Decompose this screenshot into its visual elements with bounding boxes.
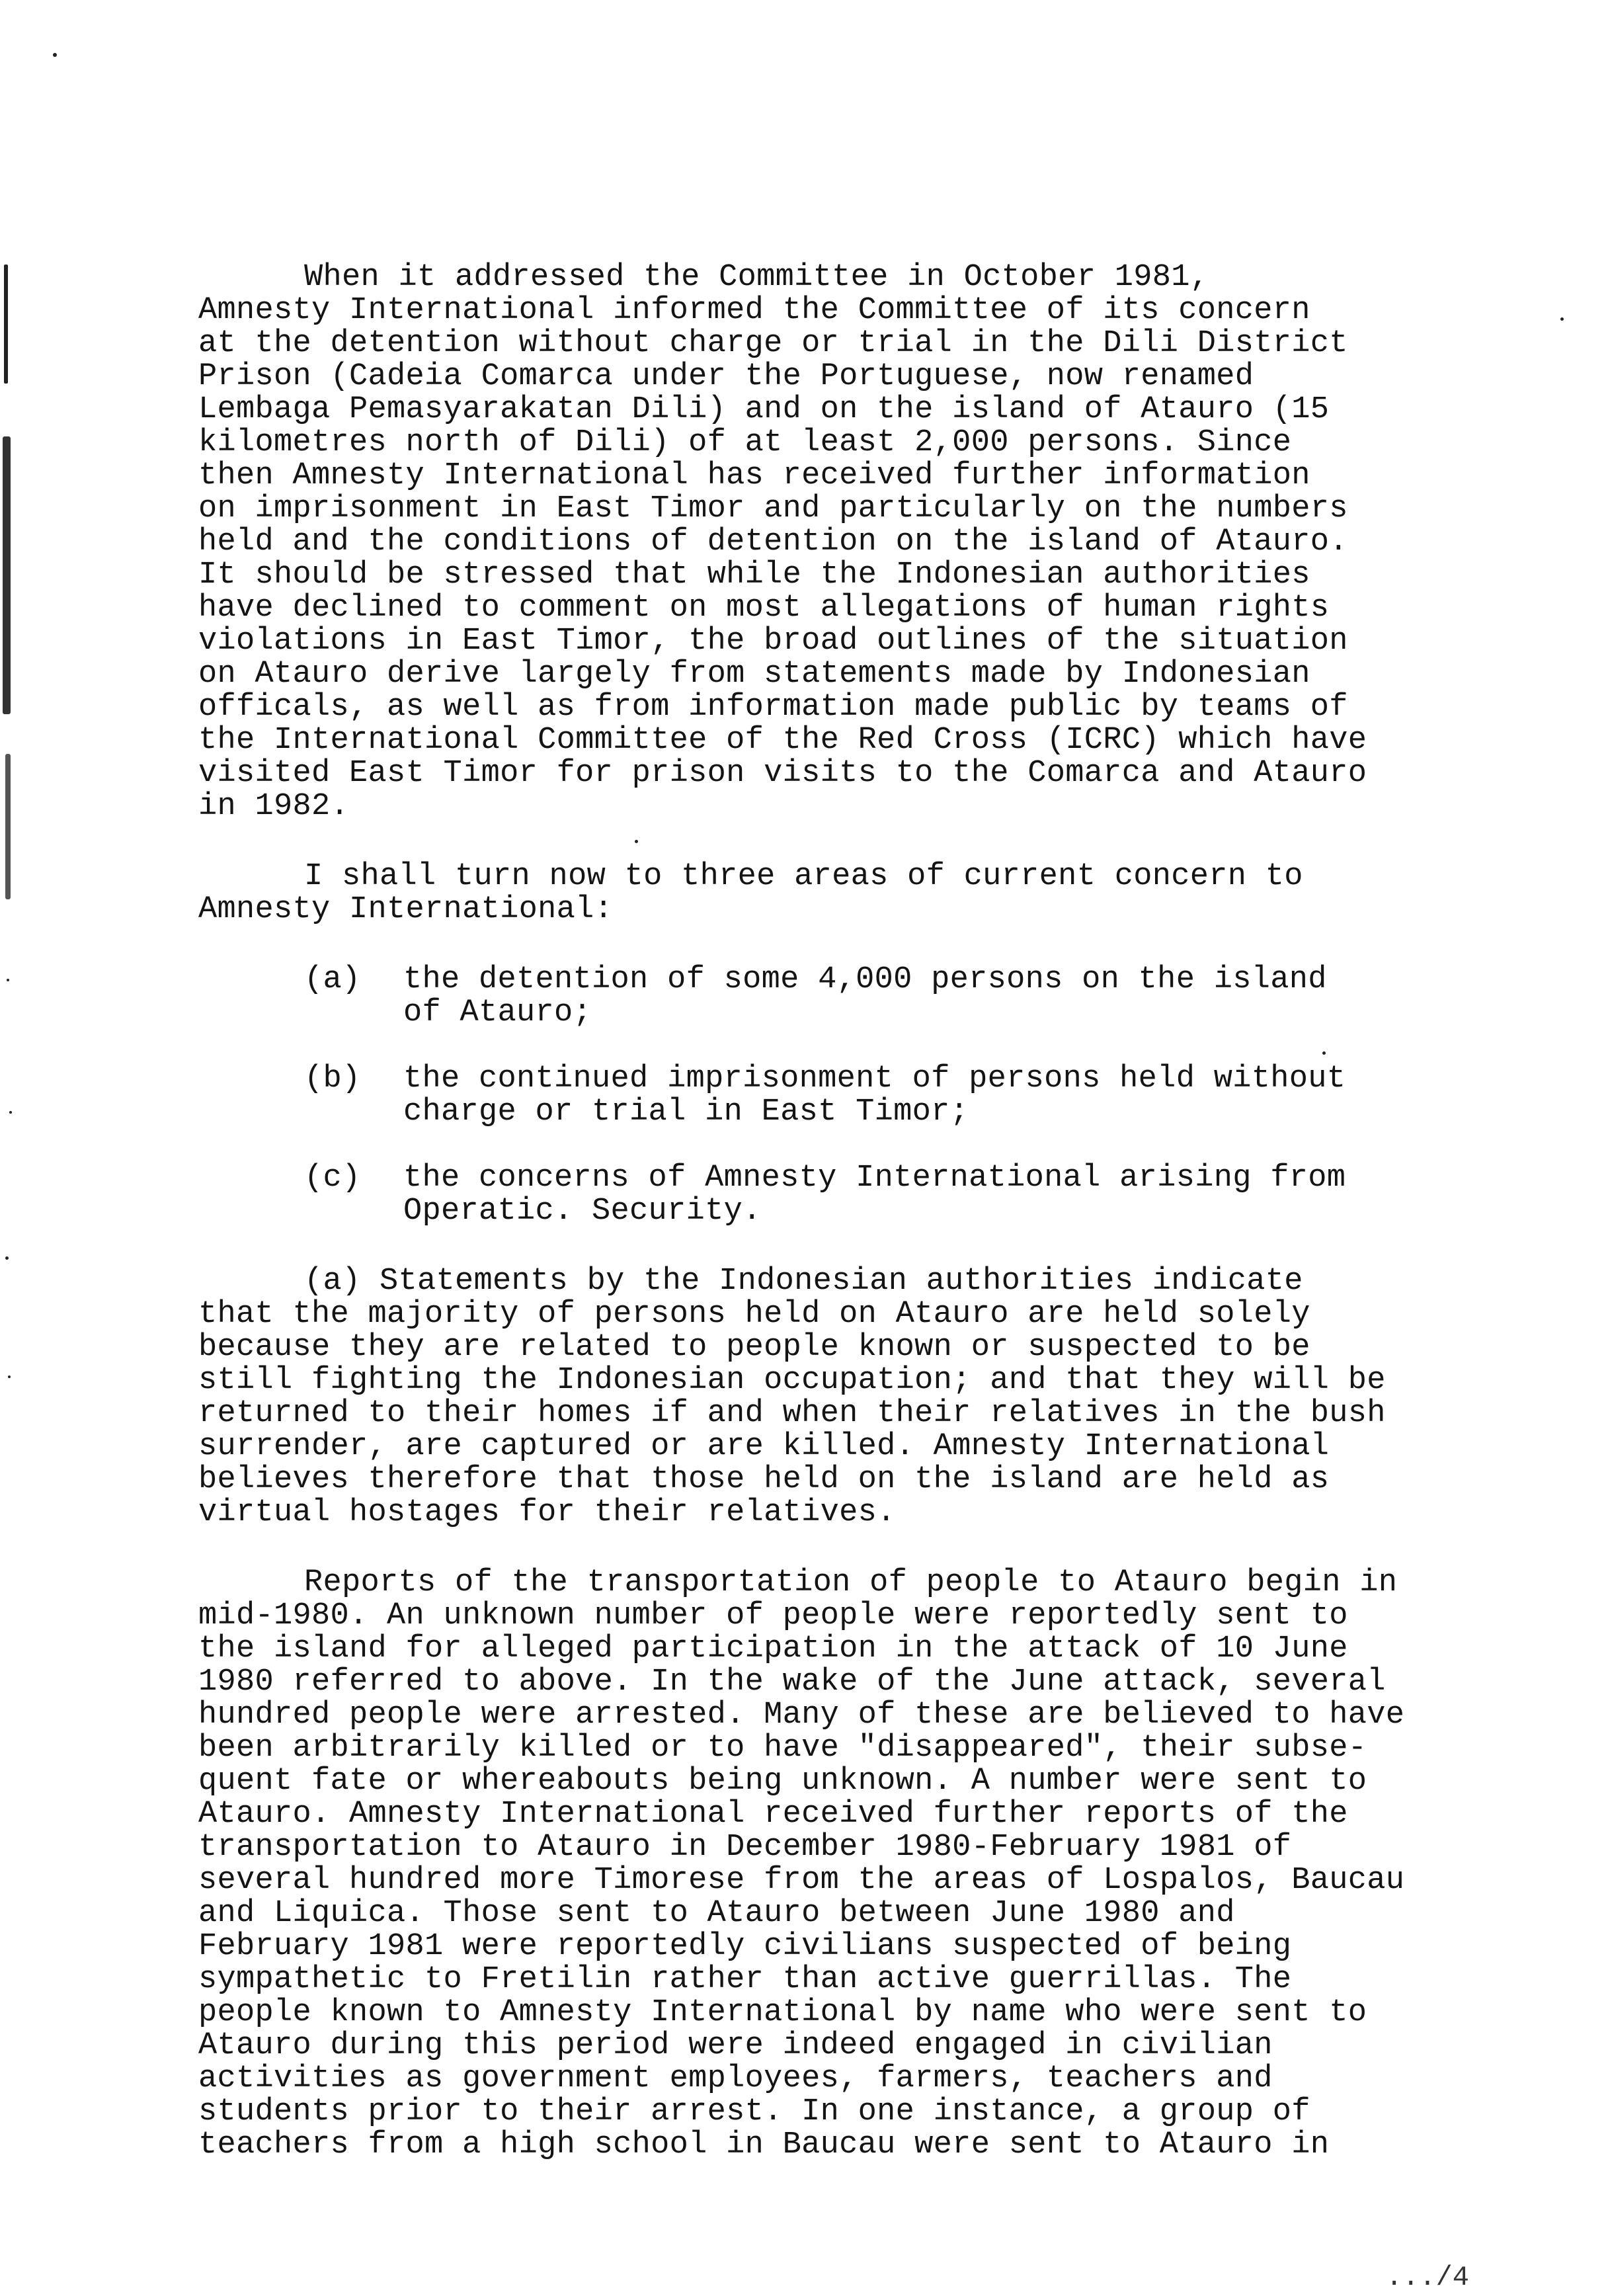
text-line: at the detention without charge or trial in the Dili District [198,326,1348,361]
text-line: Amnesty International: [198,892,614,927]
text-line: mid-1980. An unknown number of people were reportedly sent to [198,1598,1348,1633]
concern-list [198,964,1521,1228]
text-line: the International Committee of the Red Cross (ICRC) which have [198,723,1367,758]
text-line: and Liquica. Those sent to Atauro between June 1980 and [198,1896,1235,1931]
list-label: (b) [304,1061,361,1096]
text-line: people known to Amnesty International by name who were sent to [198,1995,1367,2030]
text-line: violations in East Timor, the broad outlines of the situation [198,624,1348,659]
text-line: the concerns of Amnesty International arising from [403,1161,1346,1196]
text-line: of Atauro; [403,995,592,1030]
text-line: because they are related to people known or suspected to be [198,1330,1310,1365]
text-line: I shall turn now to three areas of current concern to [304,859,1303,894]
scan-mark [7,979,9,981]
scan-mark [3,436,11,714]
text-line: Reports of the transportation of people to Atauro begin in [304,1565,1398,1600]
text-line: have declined to comment on most allegations of human rights [198,591,1330,626]
text-line: hundred people were arrested. Many of these are believed to have [198,1698,1405,1733]
text-line: returned to their homes if and when their relatives in the bush [198,1396,1386,1431]
text-line: believes therefore that those held on the island are held as [198,1462,1330,1497]
text-line: When it addressed the Committee in October 1981, [304,260,1209,295]
text-line: Atauro during this period were indeed engaged in civilian [198,2028,1273,2063]
scan-mark [8,1375,11,1378]
text-line: Lembaga Pemasyarakatan Dili) and on the island of Atauro (15 [198,392,1330,427]
text-line: virtual hostages for their relatives. [198,1495,896,1530]
text-line: activities as government employees, farmers, teachers and [198,2061,1273,2096]
text-line: on Atauro derive largely from statements made by Indonesian [198,657,1310,692]
text-line: officals, as well as from information made public by teams of [198,690,1348,725]
text-line: transportation to Atauro in December 1980-February 1981 of [198,1830,1292,1865]
text-line: Amnesty International informed the Committee of its concern [198,293,1310,328]
text-line: February 1981 were reportedly civilians suspected of being [198,1929,1292,1964]
list-item-a [304,964,1521,1030]
text-line: It should be stressed that while the Indonesian authorities [198,557,1310,593]
scan-speck [1560,317,1564,321]
list-text [403,1162,1346,1228]
paragraph-2 [198,860,1521,926]
text-line: students prior to their arrest. In one instance, a group of [198,2094,1310,2129]
text-line: sympathetic to Fretilin rather than active guerrillas. The [198,1962,1292,1997]
text-line: visited East Timor for prison visits to the Comarca and Atauro [198,756,1367,791]
paragraph-3 [198,1265,1521,1530]
text-line: (a) Statements by the Indonesian authorities indicate [304,1264,1303,1299]
paragraph-4 [198,1567,1521,2162]
text-line: Atauro. Amnesty International received further reports of the [198,1797,1348,1832]
scan-mark [9,1111,12,1114]
scan-edge-noise [0,251,26,1508]
page-continuation: .../4 [1385,2262,1469,2293]
list-text [403,1063,1346,1129]
text-line: Operatic. Security. [403,1194,762,1229]
text-line: Prison (Cadeia Comarca under the Portuguese, now renamed [198,359,1254,394]
text-line: that the majority of persons held on Atauro are held solely [198,1297,1310,1332]
list-label: (c) [304,1161,361,1196]
text-line: quent fate or whereabouts being unknown. A number were sent to [198,1764,1367,1799]
text-line: 1980 referred to above. In the wake of the June attack, several [198,1664,1386,1700]
text-line: the island for alleged participation in the attack of 10 June [198,1631,1348,1666]
scan-speck [53,53,57,57]
text-line: surrender, are captured or are killed. Amnesty International [198,1429,1330,1464]
text-line: on imprisonment in East Timor and particularly on the numbers [198,491,1348,526]
text-line: kilometres north of Dili) of at least 2,000 persons. Since [198,425,1292,460]
text-line: the continued imprisonment of persons held without [403,1061,1346,1096]
list-text [403,964,1327,1030]
text-line: the detention of some 4,000 persons on the island [403,962,1327,997]
list-item-b [304,1063,1521,1129]
text-line: several hundred more Timorese from the areas of Lospalos, Baucau [198,1863,1405,1898]
text-line: still fighting the Indonesian occupation; and that they will be [198,1363,1386,1398]
document-body [198,261,1521,2199]
scan-mark [4,265,8,384]
list-label: (a) [304,962,361,997]
scan-mark [5,754,11,899]
list-item-c [304,1162,1521,1228]
paragraph-1 [198,261,1521,823]
text-line: charge or trial in East Timor; [403,1094,969,1129]
text-line: then Amnesty International has received further information [198,458,1310,493]
scan-mark [5,1256,9,1260]
text-line: in 1982. [198,789,350,824]
text-line: held and the conditions of detention on the island of Atauro. [198,524,1348,559]
text-line: teachers from a high school in Baucau were sent to Atauro in [198,2127,1330,2162]
text-line: been arbitrarily killed or to have "disappeared", their subse- [198,1731,1367,1766]
